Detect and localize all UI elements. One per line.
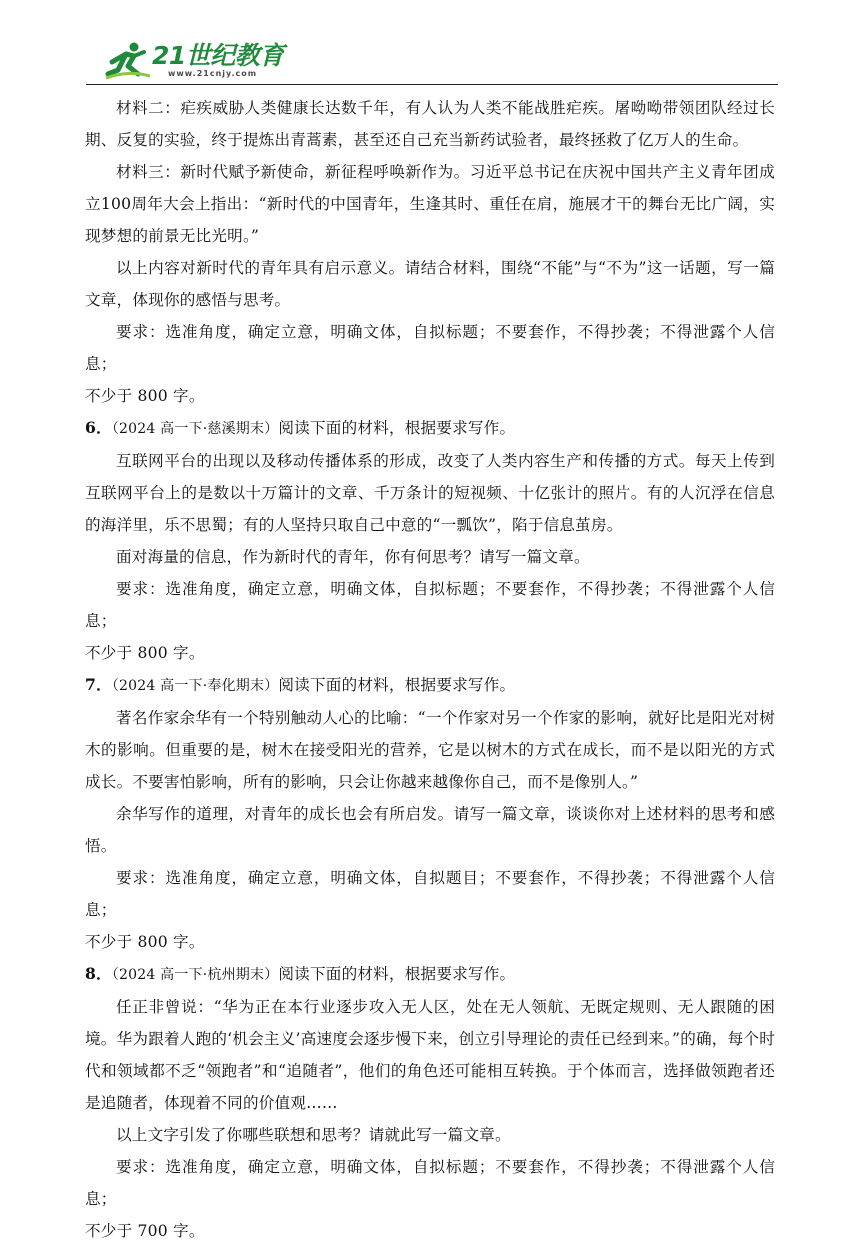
page-header [0,0,860,90]
q6-requirements: 要求：选准角度，确定立意，明确文体，自拟标题；不要套作，不得抄袭；不得泄露个人信息； [85,580,775,630]
q7-heading [85,669,775,702]
q8-material: 任正非曾说：“华为正在本行业逐步攻入无人区，处在无人领航、无既定规则、无人跟随的困境。华为跟着人跑的‘机会主义’高速度会逐步慢下来，创立引导理论的责任已经到来。”的确，每个时代和领域都不乏“领跑者”和“追随者”，他们的角色还可能相互转换。于个体而言，选择做领跑者还是追随者，体现着不同的价值观…… [85,998,775,1112]
q5-word-count: 不少于 800 字。 [85,387,205,405]
q5-requirements: 要求：选准角度，确定立意，明确文体，自拟标题；不要套作，不得抄袭；不得泄露个人信息； [85,323,775,373]
q6-heading [85,412,775,445]
header-divider [86,84,778,85]
q8-prompt: 以上文字引发了你哪些联想和思考？请就此写一篇文章。 [116,1126,511,1144]
logo [104,40,284,84]
q6-number: 6． [85,418,112,437]
q5-material-3: 材料三：新时代赋予新使命，新征程呼唤新作为。习近平总书记在庆祝中国共产主义青年团成立100周年大会上指出：“新时代的中国青年，生逢其时、重任在肩，施展才干的舞台无比广阔，实现梦想的前景无比光明。” [85,163,775,245]
q6-source: （2024 高一下·慈溪期末） [111,421,279,437]
q7-number: 7． [85,675,112,694]
q5-prompt: 以上内容对新时代的青年具有启示意义。请结合材料，围绕“不能”与“不为”这一话题，写一篇文章，体现你的感悟与思考。 [85,259,775,309]
q6-word-count: 不少于 800 字。 [85,644,205,662]
q8-instruction: 阅读下面的材料，根据要求写作。 [278,965,516,983]
runner-logo-icon [104,40,152,80]
q7-requirements: 要求：选准角度，确定立意，明确文体，自拟题目；不要套作，不得抄袭；不得泄露个人信息； [85,869,775,919]
q8-number: 8． [85,964,112,983]
q7-instruction: 阅读下面的材料，根据要求写作。 [278,676,516,694]
document-body [85,92,775,1247]
q7-material: 著名作家余华有一个特别触动人心的比喻：“一个作家对另一个作家的影响，就好比是阳光对树木的影响。但重要的是，树木在接受阳光的营养，它是以树木的方式在成长，而不是以阳光的方式成长。不要害怕影响，所有的影响，只会让你越来越像你自己，而不是像别人。” [85,709,775,791]
logo-title: 21世纪教育 [152,41,284,70]
q8-word-count: 不少于 700 字。 [85,1222,205,1240]
q8-heading [85,958,775,991]
logo-url: www.21cnjy.com [168,69,258,78]
q6-instruction: 阅读下面的材料，根据要求写作。 [278,419,516,437]
q7-prompt: 余华写作的道理，对青年的成长也会有所启发。请写一篇文章，谈谈你对上述材料的思考和感悟。 [85,805,775,855]
q5-material-2: 材料二：疟疾威胁人类健康长达数千年，有人认为人类不能战胜疟疾。屠呦呦带领团队经过长期、反复的实验，终于提炼出青蒿素，甚至还自己充当新药试验者，最终拯救了亿万人的生命。 [85,99,775,149]
q8-requirements: 要求：选准角度，确定立意，明确文体，自拟标题；不要套作，不得抄袭；不得泄露个人信息； [85,1158,775,1208]
q6-material: 互联网平台的出现以及移动传播体系的形成，改变了人类内容生产和传播的方式。每天上传到互联网平台上的是数以十万篇计的文章、千万条计的短视频、十亿张计的照片。有的人沉浮在信息的海洋里，乐不思蜀；有的人坚持只取自己中意的“一瓢饮”，陷于信息茧房。 [85,452,775,534]
q6-prompt: 面对海量的信息，作为新时代的青年，你有何思考？请写一篇文章。 [116,548,590,566]
q7-source: （2024 高一下·奉化期末） [111,678,279,694]
q8-source: （2024 高一下·杭州期末） [111,967,279,983]
q7-word-count: 不少于 800 字。 [85,933,205,951]
